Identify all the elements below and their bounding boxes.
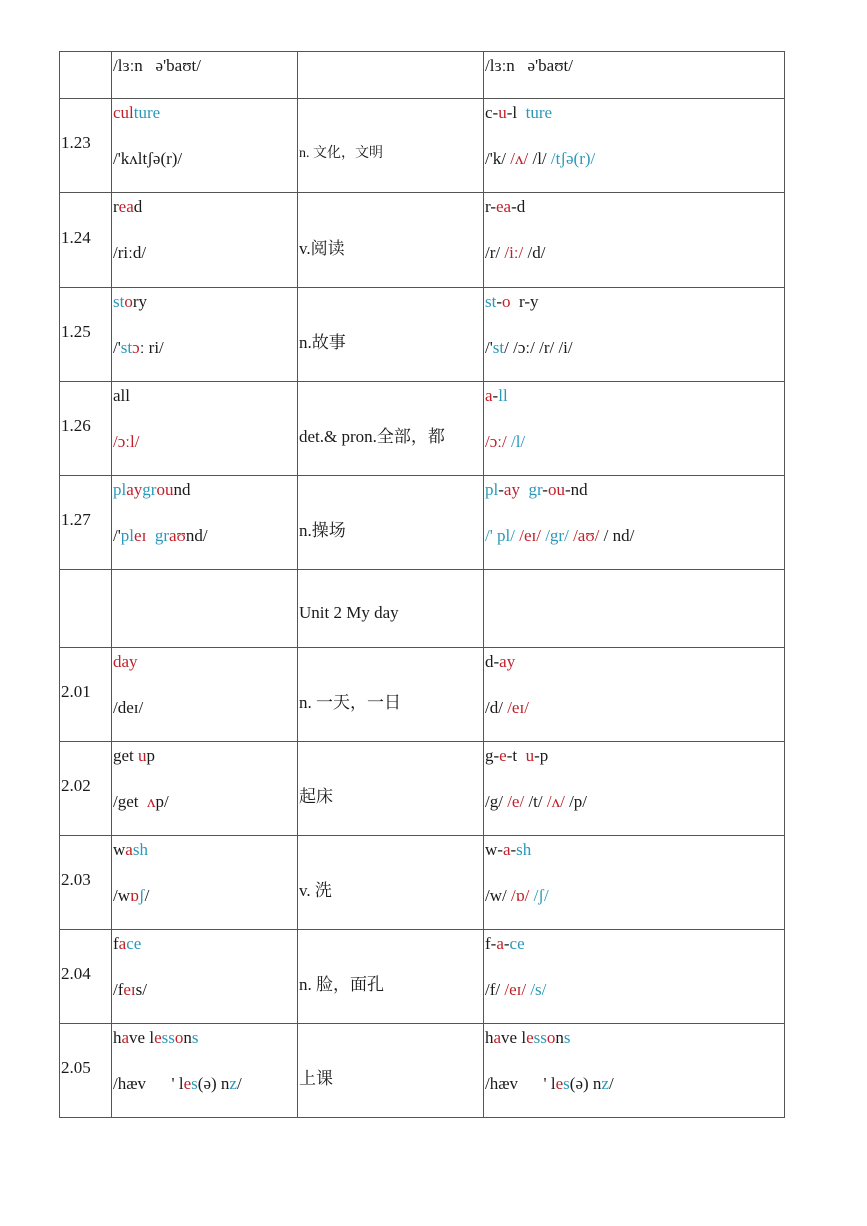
word-spelling-segment: ve l xyxy=(129,1028,155,1047)
split-spelling-segment: n xyxy=(555,1028,564,1047)
word-spelling-segment: ce xyxy=(126,934,142,953)
split-spelling-segment: r-y xyxy=(510,292,539,311)
split-spelling xyxy=(485,1026,784,1049)
split-spelling xyxy=(485,744,784,767)
split-spelling-segment: e xyxy=(526,1028,534,1047)
word-spelling-segment: o xyxy=(124,292,133,311)
word-meaning: n.故事 xyxy=(299,333,346,352)
word-spelling-segment: p xyxy=(146,746,156,765)
split-phonetic xyxy=(485,524,784,547)
split-phonetic-segment: / xyxy=(608,1074,614,1093)
word-spelling-segment: ture xyxy=(133,103,161,122)
word-phonetic-segment: ɔ xyxy=(132,338,140,357)
word-phonetic xyxy=(113,1072,297,1095)
item-number-cell xyxy=(60,288,112,382)
split-spelling-segment: - xyxy=(492,386,499,405)
table-row xyxy=(60,52,785,99)
word-spelling xyxy=(113,195,297,218)
item-number: 2.05 xyxy=(61,1058,91,1077)
word-spelling xyxy=(113,384,297,407)
word-phonetic-segment: gr xyxy=(154,526,169,545)
split-spelling-segment: a xyxy=(485,386,493,405)
word-spelling-segment: ry xyxy=(132,292,148,311)
word-spelling xyxy=(113,101,297,124)
split-phonetic xyxy=(485,241,784,264)
word-spelling-segment: h xyxy=(113,1028,122,1047)
meaning-cell xyxy=(298,476,484,570)
word-spelling-segment: all xyxy=(113,386,130,405)
split-spelling-segment: s xyxy=(563,1028,571,1047)
split-cell xyxy=(484,836,785,930)
word-meaning: v.阅读 xyxy=(299,238,345,258)
word-cell xyxy=(112,382,298,476)
word-phonetic-segment: /hæv ' l xyxy=(113,1074,184,1093)
split-phonetic-segment: /r/ xyxy=(485,243,505,262)
word-phonetic-segment: /' xyxy=(113,526,121,545)
meaning-cell xyxy=(298,930,484,1024)
table-row xyxy=(60,99,785,193)
word-cell xyxy=(112,476,298,570)
split-spelling xyxy=(485,195,784,218)
word-phonetic-segment: s/ xyxy=(135,980,148,999)
word-spelling-segment: o xyxy=(174,1028,184,1047)
word-phonetic-segment: /'k xyxy=(113,149,130,168)
word-phonetic-segment: z xyxy=(229,1074,237,1093)
table-row xyxy=(60,476,785,570)
split-cell xyxy=(484,99,785,193)
word-spelling-segment: st xyxy=(113,292,125,311)
split-phonetic-segment: / nd/ xyxy=(599,526,635,545)
split-cell xyxy=(484,1024,785,1118)
split-spelling-segment: d- xyxy=(485,652,500,671)
word-spelling-segment: ou xyxy=(156,480,174,499)
split-phonetic-segment: /'k/ xyxy=(485,149,511,168)
split-spelling-segment: u xyxy=(525,746,535,765)
meaning-cell xyxy=(298,52,484,99)
table-row xyxy=(60,193,785,288)
word-phonetic-segment: p/ xyxy=(155,792,169,811)
item-number: 1.27 xyxy=(61,510,91,529)
word-phonetic xyxy=(113,884,297,907)
word-spelling-segment: a xyxy=(121,1028,130,1047)
split-phonetic xyxy=(485,430,784,453)
split-phonetic-segment: /ʃ/ xyxy=(533,886,549,905)
word-spelling-segment: ea xyxy=(118,197,134,216)
word-cell xyxy=(112,742,298,836)
split-spelling-segment: - xyxy=(503,934,510,953)
split-phonetic-segment: /lɜːn ə'baʊt/ xyxy=(485,56,573,75)
split-phonetic-segment: st xyxy=(492,338,505,357)
word-phonetic-segment: /' xyxy=(113,338,121,357)
split-phonetic-segment: /ɒ/ xyxy=(510,886,530,905)
split-spelling xyxy=(485,650,784,673)
item-number-cell xyxy=(60,193,112,288)
split-phonetic-segment: /d/ xyxy=(485,698,508,717)
word-spelling-segment: get xyxy=(113,746,139,765)
split-spelling-segment: ss xyxy=(533,1028,547,1047)
word-phonetic-segment: /lɜːn ə'baʊt/ xyxy=(113,56,201,75)
split-spelling-segment: w- xyxy=(485,840,503,859)
split-phonetic-segment: /eɪ/ xyxy=(507,698,529,717)
split-phonetic-segment: /l/ xyxy=(510,432,526,451)
split-spelling-segment: ve l xyxy=(501,1028,527,1047)
split-cell xyxy=(484,288,785,382)
split-phonetic-segment: z xyxy=(601,1074,609,1093)
word-phonetic-segment: (ə) n xyxy=(197,1074,230,1093)
split-phonetic-segment: /eɪ/ xyxy=(519,526,541,545)
word-meaning: v. 洗 xyxy=(299,881,332,900)
split-spelling xyxy=(485,478,784,501)
word-meaning: n.操场 xyxy=(299,521,346,540)
word-spelling-segment: ay xyxy=(126,480,143,499)
word-spelling-segment: cul xyxy=(113,103,134,122)
split-phonetic-segment: e xyxy=(555,1074,564,1093)
item-number-cell xyxy=(60,1024,112,1118)
split-spelling-segment: -t xyxy=(506,746,526,765)
split-phonetic xyxy=(485,884,784,907)
split-cell xyxy=(484,476,785,570)
split-spelling-segment: u xyxy=(498,103,507,122)
word-phonetic xyxy=(113,147,297,170)
word-phonetic xyxy=(113,241,297,264)
word-cell xyxy=(112,288,298,382)
word-meaning: n. 一天，一日 xyxy=(299,693,401,712)
word-phonetic-segment: eɪ xyxy=(123,980,136,999)
split-phonetic-segment: /ʌ/ xyxy=(546,792,565,811)
split-phonetic-segment: /t/ xyxy=(524,792,547,811)
split-phonetic xyxy=(485,336,784,359)
word-phonetic-segment: s xyxy=(191,1074,198,1093)
word-phonetic-segment: /w xyxy=(113,886,130,905)
split-spelling-segment: o xyxy=(502,292,511,311)
split-spelling xyxy=(485,932,784,955)
split-spelling-segment: - xyxy=(510,840,517,859)
split-phonetic-segment: /e/ xyxy=(507,792,525,811)
item-number-cell xyxy=(60,52,112,99)
split-spelling-segment: r- xyxy=(485,197,496,216)
word-spelling xyxy=(113,744,297,767)
table-row xyxy=(60,930,785,1024)
word-phonetic xyxy=(113,430,297,453)
split-cell xyxy=(484,52,785,99)
word-spelling xyxy=(113,650,297,673)
meaning-cell xyxy=(298,836,484,930)
word-cell xyxy=(112,570,298,648)
split-phonetic xyxy=(485,696,784,719)
word-spelling-segment: a xyxy=(118,934,127,953)
meaning-cell xyxy=(298,288,484,382)
split-phonetic-segment: /aʊ/ xyxy=(573,526,600,545)
split-phonetic xyxy=(485,790,784,813)
split-spelling-segment: - xyxy=(542,480,548,499)
split-cell xyxy=(484,648,785,742)
split-phonetic-segment: /hæv ' l xyxy=(485,1074,556,1093)
item-number-cell xyxy=(60,742,112,836)
word-spelling-segment: w xyxy=(113,840,126,859)
item-number: 1.25 xyxy=(61,322,91,341)
word-cell xyxy=(112,99,298,193)
word-phonetic-segment: ltʃə(r)/ xyxy=(137,149,183,168)
word-phonetic-segment: /get xyxy=(113,792,147,811)
split-phonetic-segment: /d/ xyxy=(523,243,546,262)
split-spelling-segment: c- xyxy=(485,103,499,122)
word-spelling-segment: gr xyxy=(142,480,157,499)
split-spelling-segment: ea xyxy=(495,197,512,216)
split-spelling-segment: gr xyxy=(528,480,543,499)
split-spelling-segment: - xyxy=(496,292,503,311)
word-phonetic xyxy=(113,54,297,77)
split-spelling-segment: ay xyxy=(499,652,516,671)
word-phonetic-segment: /deɪ/ xyxy=(113,698,144,717)
split-phonetic-segment: /w/ xyxy=(485,886,511,905)
split-spelling-segment: a xyxy=(496,934,504,953)
meaning-cell xyxy=(298,382,484,476)
item-number-cell xyxy=(60,99,112,193)
split-spelling-segment: a xyxy=(502,840,511,859)
split-phonetic-segment: (ə) n xyxy=(569,1074,602,1093)
word-phonetic-segment: /riːd/ xyxy=(113,243,147,262)
word-spelling-segment: pl xyxy=(113,480,127,499)
word-spelling xyxy=(113,932,297,955)
item-number-cell xyxy=(60,836,112,930)
split-phonetic xyxy=(485,978,784,1001)
meaning-cell xyxy=(298,648,484,742)
word-spelling-segment: r xyxy=(113,197,119,216)
split-cell xyxy=(484,382,785,476)
word-phonetic-segment: ɒ xyxy=(130,886,139,905)
split-spelling-segment: o xyxy=(546,1028,556,1047)
item-number: 2.03 xyxy=(61,870,91,889)
item-number-cell xyxy=(60,476,112,570)
word-phonetic-segment: / xyxy=(236,1074,242,1093)
split-spelling-segment: ture xyxy=(525,103,553,122)
split-phonetic-segment: /ɔː/ xyxy=(485,432,507,451)
split-phonetic-segment: /gr/ xyxy=(545,526,569,545)
meaning-cell xyxy=(298,193,484,288)
split-spelling-segment: ll xyxy=(498,386,508,405)
word-spelling-segment: d xyxy=(113,652,122,671)
item-number: 2.04 xyxy=(61,964,91,983)
word-spelling xyxy=(113,290,297,313)
split-spelling-segment: -nd xyxy=(564,480,588,499)
table-row xyxy=(60,836,785,930)
split-phonetic xyxy=(485,147,784,170)
item-number-cell xyxy=(60,570,112,648)
split-phonetic-segment: /eɪ/ xyxy=(504,980,527,999)
word-phonetic-segment: eɪ xyxy=(134,526,155,545)
table-row xyxy=(60,382,785,476)
word-phonetic-segment: / xyxy=(144,886,150,905)
split-spelling xyxy=(485,101,784,124)
word-phonetic xyxy=(113,696,297,719)
word-phonetic-segment: st xyxy=(120,338,133,357)
split-phonetic-segment: /f/ xyxy=(485,980,505,999)
word-meaning: det.& pron.全部，都 xyxy=(299,427,445,446)
unit-heading: Unit 2 My day xyxy=(299,603,399,622)
word-phonetic-segment: /ɔːl/ xyxy=(113,432,140,451)
table-row xyxy=(60,288,785,382)
word-phonetic-segment: pl xyxy=(120,526,135,545)
word-spelling xyxy=(113,838,297,861)
split-spelling-segment: st xyxy=(485,292,497,311)
word-spelling-segment: a xyxy=(125,840,133,859)
word-spelling-segment: nd xyxy=(173,480,191,499)
split-spelling-segment: f- xyxy=(485,934,497,953)
item-number: 2.02 xyxy=(61,776,91,795)
word-phonetic-segment: e xyxy=(183,1074,192,1093)
table-row xyxy=(60,742,785,836)
word-spelling xyxy=(113,1026,297,1049)
meaning-cell xyxy=(298,570,484,648)
word-spelling-segment: f xyxy=(113,934,119,953)
word-phonetic xyxy=(113,790,297,813)
word-cell xyxy=(112,193,298,288)
split-phonetic xyxy=(485,1072,784,1095)
word-phonetic-segment: nd/ xyxy=(185,526,208,545)
word-phonetic xyxy=(113,524,297,547)
vocabulary-table xyxy=(59,51,785,1118)
vocabulary-table-body xyxy=(60,52,785,1118)
word-phonetic xyxy=(113,978,297,1001)
split-spelling xyxy=(485,290,784,313)
word-phonetic-segment: ʌ xyxy=(147,792,156,811)
split-spelling-segment: -d xyxy=(511,197,526,216)
item-number-cell xyxy=(60,382,112,476)
word-cell xyxy=(112,52,298,99)
word-phonetic-segment: ː ri/ xyxy=(139,338,164,357)
split-phonetic-segment: /g/ xyxy=(485,792,508,811)
word-cell xyxy=(112,648,298,742)
meaning-cell xyxy=(298,742,484,836)
item-number: 1.23 xyxy=(61,133,91,152)
word-spelling-segment: u xyxy=(138,746,147,765)
word-cell xyxy=(112,930,298,1024)
split-phonetic xyxy=(485,54,784,77)
item-number: 1.24 xyxy=(61,227,91,247)
word-spelling-segment: s xyxy=(191,1028,199,1047)
word-meaning: 上课 xyxy=(299,1069,333,1088)
meaning-cell xyxy=(298,1024,484,1118)
split-spelling-segment: pl xyxy=(485,480,499,499)
split-phonetic-segment: /ɔː/ xyxy=(513,338,535,357)
split-spelling-segment: - xyxy=(498,480,504,499)
word-meaning: 起床 xyxy=(299,787,333,806)
word-spelling-segment: sh xyxy=(132,840,148,859)
word-phonetic xyxy=(113,336,297,359)
word-spelling-segment: ss xyxy=(161,1028,175,1047)
item-number-cell xyxy=(60,648,112,742)
split-spelling xyxy=(485,838,784,861)
split-cell xyxy=(484,930,785,1024)
word-meaning: n. 文化，文明 xyxy=(299,146,383,161)
split-phonetic-segment: /' pl/ xyxy=(485,526,515,545)
word-spelling xyxy=(113,478,297,501)
word-spelling-segment: d xyxy=(133,197,143,216)
word-spelling-segment: e xyxy=(154,1028,162,1047)
split-phonetic-segment: s xyxy=(563,1074,570,1093)
word-spelling-segment: ay xyxy=(121,652,138,671)
split-spelling-segment: -l xyxy=(506,103,526,122)
meaning-cell xyxy=(298,99,484,193)
split-spelling-segment: ou xyxy=(547,480,565,499)
word-phonetic-segment: ʃ xyxy=(138,886,145,905)
split-phonetic-segment: /iː/ xyxy=(504,243,524,262)
table-row xyxy=(60,570,785,648)
word-spelling-segment: n xyxy=(183,1028,192,1047)
split-phonetic-segment: /s/ xyxy=(530,980,547,999)
word-meaning: n. 脸，面孔 xyxy=(299,975,384,994)
split-spelling-segment: g- xyxy=(485,746,500,765)
split-phonetic-segment: /l/ xyxy=(528,149,551,168)
split-phonetic-segment: /ʌ/ xyxy=(510,149,529,168)
split-spelling-segment: ay xyxy=(503,480,520,499)
split-spelling-segment: ce xyxy=(509,934,525,953)
split-spelling-segment: sh xyxy=(516,840,532,859)
split-cell xyxy=(484,742,785,836)
table-row xyxy=(60,1024,785,1118)
word-cell xyxy=(112,1024,298,1118)
split-phonetic-segment: /r/ /i/ xyxy=(534,338,573,357)
split-phonetic-segment: /' xyxy=(485,338,493,357)
split-cell xyxy=(484,193,785,288)
word-phonetic-segment: ʌ xyxy=(129,149,138,168)
split-phonetic-segment: / xyxy=(504,338,514,357)
item-number: 2.01 xyxy=(61,682,91,701)
split-spelling-segment: e xyxy=(499,746,507,765)
split-phonetic-segment: /tʃə(r)/ xyxy=(550,149,596,168)
item-number-cell xyxy=(60,930,112,1024)
split-spelling-segment: h xyxy=(485,1028,494,1047)
word-cell xyxy=(112,836,298,930)
item-number: 1.26 xyxy=(61,416,91,435)
word-phonetic-segment: aʊ xyxy=(168,526,186,545)
split-spelling-segment: -p xyxy=(534,746,549,765)
table-row xyxy=(60,648,785,742)
split-spelling xyxy=(485,384,784,407)
split-phonetic-segment: /p/ xyxy=(564,792,588,811)
word-phonetic-segment: /f xyxy=(113,980,124,999)
split-spelling-segment: a xyxy=(493,1028,502,1047)
split-cell xyxy=(484,570,785,648)
